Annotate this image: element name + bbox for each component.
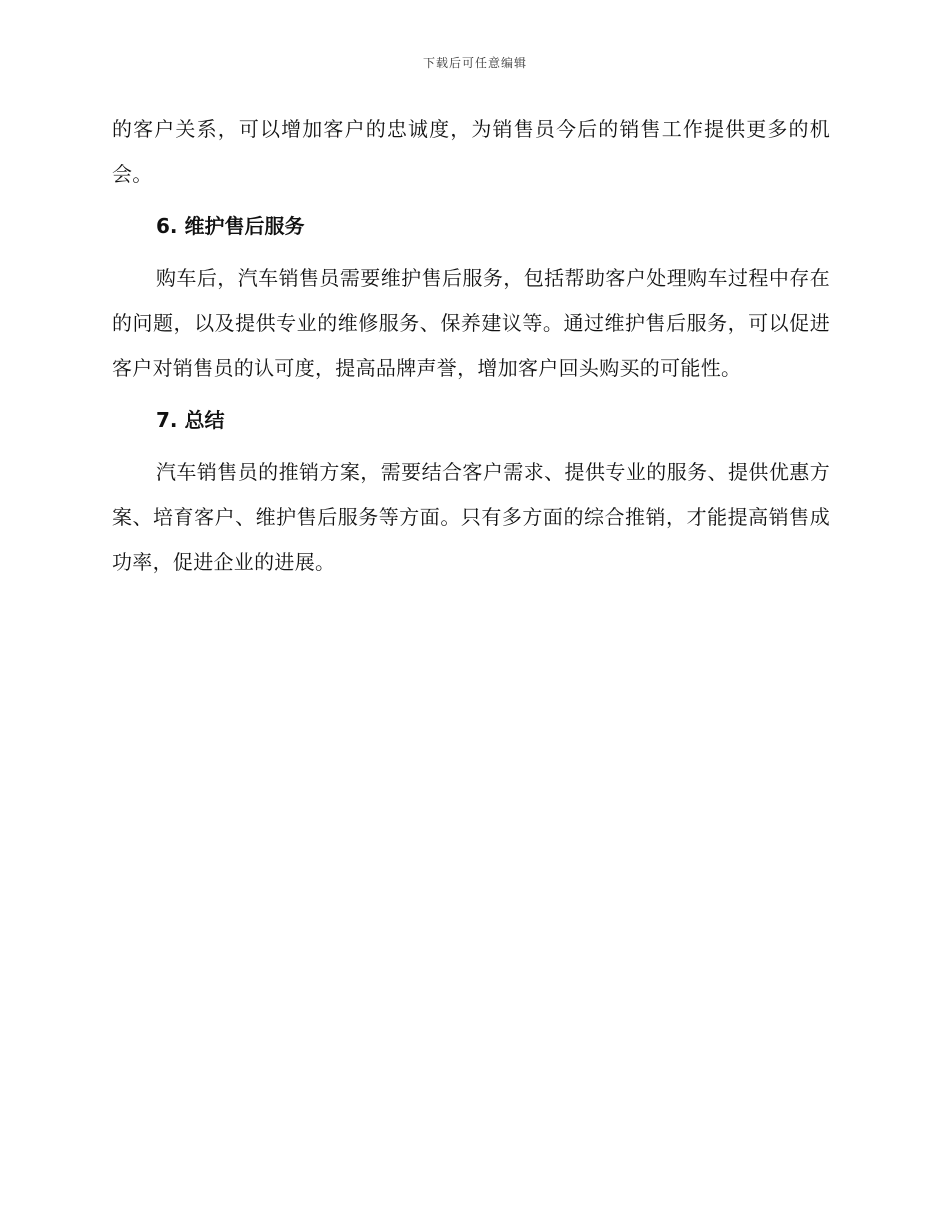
paragraph-summary: 汽车销售员的推销方案，需要结合客户需求、提供专业的服务、提供优惠方案、培育客户、维护售后服务等方面。只有多方面的综合推销，才能提高销售成功率，促进企业的进展。 — [112, 460, 830, 574]
section-heading-summary: 7. 总结 — [156, 408, 225, 432]
section-heading-after-sales: 6. 维护售后服务 — [156, 214, 305, 238]
document-body — [112, 107, 830, 585]
paragraph-continuation: 的客户关系，可以增加客户的忠诚度，为销售员今后的销售工作提供更多的机会。 — [112, 117, 830, 186]
paragraph-after-sales: 购车后，汽车销售员需要维护售后服务，包括帮助客户处理购车过程中存在的问题，以及提供专业的维修服务、保养建议等。通过维护售后服务，可以促进客户对销售员的认可度，提高品牌声誉，增加客户回头购买的可能性。 — [112, 266, 830, 380]
page-header: 下载后可任意编辑 — [422, 56, 527, 70]
